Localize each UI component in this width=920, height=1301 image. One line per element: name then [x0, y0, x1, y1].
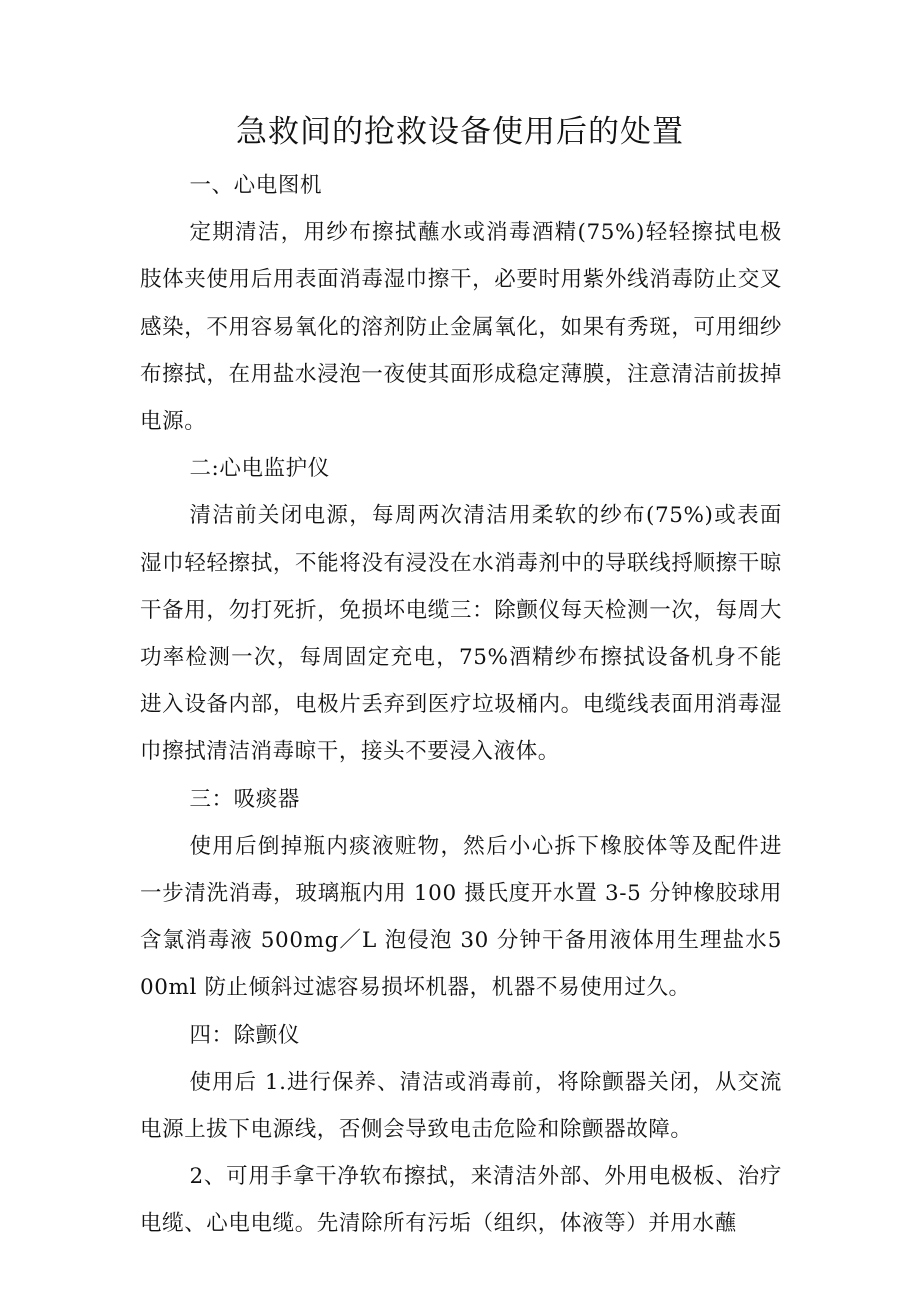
section-paragraph-ecg-monitor: 清洁前关闭电源，每周两次清洁用柔软的纱布(75%)或表面湿巾轻轻擦拭，不能将没有浸没在水消毒剂中的导联线捋顺擦干晾干备用，勿打死折，免损坏电缆三：除颤仪每天检测一次，每周大功率检测一次，每周固定充电，75%酒精纱布擦拭设备机身不能进入设备内部，电极片丢弃到医疗垃圾桶内。电缆线表面用消毒湿巾擦拭清洁消毒晾干，接头不要浸入液体。 [140, 503, 782, 765]
section-heading-defibrillator: 四：除颤仪 [189, 1022, 300, 1048]
section-heading-ecg-monitor: 二:心电监护仪 [189, 456, 330, 482]
section-paragraph-defibrillator-1: 使用后 1.进行保养、清洁或消毒前，将除颤器关闭，从交流电源上拔下电源线，否侧会导致电击危险和除颤器故障。 [140, 1069, 782, 1143]
section-paragraph-defibrillator-2: 2、可用手拿干净软布擦拭，来清洁外部、外用电极板、治疗电缆、心电电缆。先清除所有污垢（组织，体液等）并用水蘸 [140, 1164, 782, 1237]
section-paragraph-ecg-machine: 定期清洁，用纱布擦拭蘸水或消毒酒精(75%)轻轻擦拭电极肢体夹使用后用表面消毒湿巾擦干，必要时用紫外线消毒防止交叉感染，不用容易氧化的溶剂防止金属氧化，如果有秀斑，可用细纱布擦拭，在用盐水浸泡一夜使其面形成稳定薄膜，注意清洁前拔掉电源。 [140, 220, 782, 435]
document-body [140, 162, 782, 1248]
section-heading-ecg-machine: 一、心电图机 [189, 173, 323, 198]
document-title: 急救间的抢救设备使用后的处置 [236, 114, 684, 150]
section-heading-suction-device: 三：吸痰器 [189, 786, 300, 812]
section-paragraph-suction-device: 使用后倒掉瓶内痰液赃物，然后小心拆下橡胶体等及配件进一步清洗消毒，玻璃瓶内用 100 摄氏度开水置 3-5 分钟橡胶球用含氯消毒液 500mg／L 泡侵泡 30 分钟干备用液体用生理盐水500ml 防止倾斜过滤容易损坏机器，机器不易使用过久。 [140, 833, 782, 1001]
